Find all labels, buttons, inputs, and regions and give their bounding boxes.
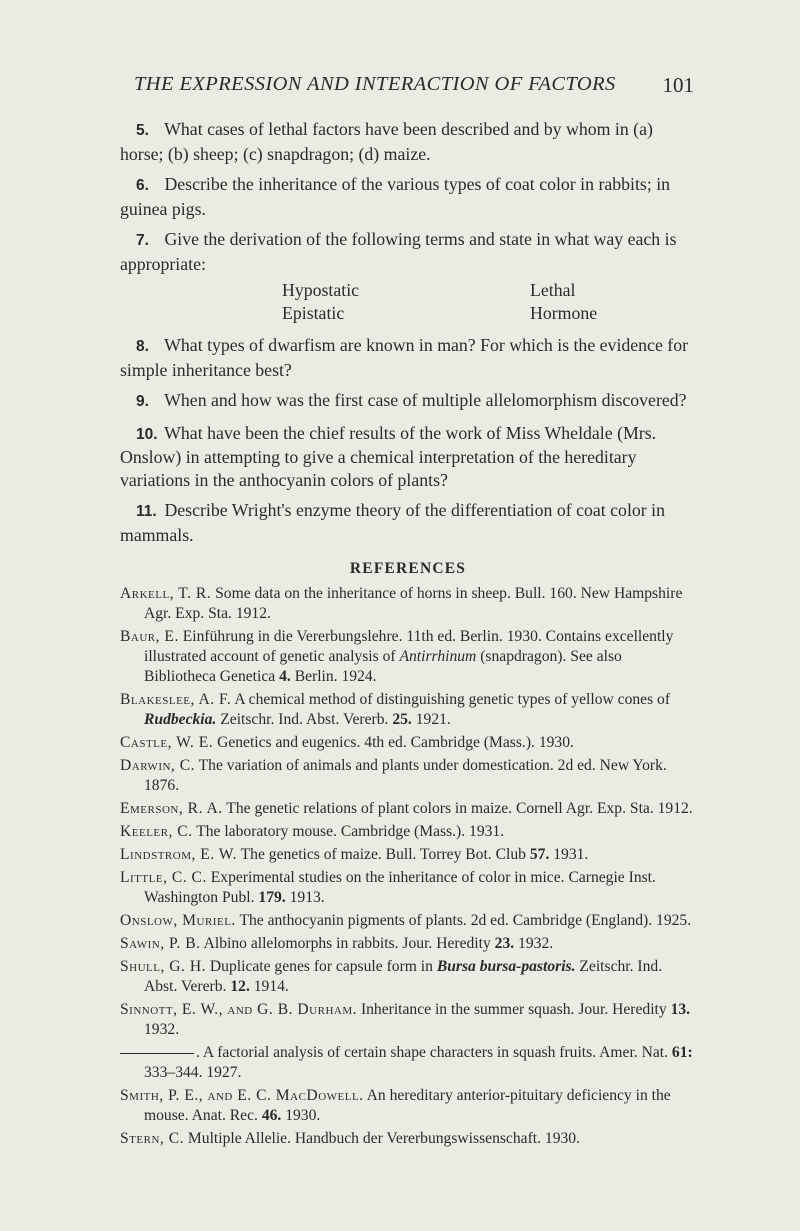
question-10: 10. What have been the chief results of the work of Miss Wheldale (Mrs. Onslow) in attempting to give a chemical interpretation of the hereditary variations in the anthocyanin colors of plants? bbox=[120, 422, 657, 490]
term-epistatic: Epistatic bbox=[282, 302, 345, 323]
reference-item: Baur, E. Einführung in die Vererbungslehre. 11th ed. Berlin. 1930. Contains excellently illustrated account of genetic analysis of Antirrhinum (snapdragon). See also Bibliotheca Genetica 4. Berlin. 1924. bbox=[120, 628, 674, 685]
reference-item: Darwin, C. The variation of animals and plants under domestication. 2d ed. New York. 1876. bbox=[120, 757, 667, 794]
reference-item: Stern, C. Multiple Allelie. Handbuch der Vererbungswissenschaft. 1930. bbox=[120, 1130, 580, 1147]
reference-item: Shull, G. H. Duplicate genes for capsule form in Bursa bursa-pastoris. Zeitschr. Ind. Abst. Vererb. 12. 1914. bbox=[120, 958, 663, 995]
question-9: 9. When and how was the first case of multiple allelomorphism discovered? bbox=[136, 390, 687, 410]
term-lethal: Lethal bbox=[530, 280, 576, 300]
question-6: 6. Describe the inheritance of the various types of coat color in rabbits; in guinea pigs. bbox=[120, 174, 671, 219]
reference-item: Keeler, C. The laboratory mouse. Cambridge (Mass.). 1931. bbox=[120, 823, 505, 840]
reference-item: Smith, P. E., and E. C. MacDowell. An hereditary anterior-pituitary deficiency in the mouse. Anat. Rec. 46. 1930. bbox=[120, 1087, 671, 1124]
reference-item: Onslow, Muriel. The anthocyanin pigments of plants. 2d ed. Cambridge (England). 1925. bbox=[120, 912, 692, 929]
page-number: 101 bbox=[662, 73, 694, 97]
page-header bbox=[134, 73, 694, 103]
terms-list bbox=[282, 279, 696, 324]
term-hormone: Hormone bbox=[530, 302, 598, 323]
reference-item: Castle, W. E. Genetics and eugenics. 4th ed. Cambridge (Mass.). 1930. bbox=[120, 734, 574, 751]
reference-item: Lindstrom, E. W. The genetics of maize. Bull. Torrey Bot. Club 57. 1931. bbox=[120, 846, 589, 863]
reference-item: Sinnott, E. W., and G. B. Durham. Inheritance in the summer squash. Jour. Heredity 13. 1932. bbox=[120, 1001, 691, 1038]
reference-item: Sawin, P. B. Albino allelomorphs in rabbits. Jour. Heredity 23. 1932. bbox=[120, 935, 554, 952]
page-content bbox=[120, 118, 696, 1152]
reference-item: Blakeslee, A. F. A chemical method of distinguishing genetic types of yellow cones of Rudbeckia. Zeitschr. Ind. Abst. Vererb. 25. 1921. bbox=[120, 691, 671, 728]
ditto-dash bbox=[120, 1053, 194, 1054]
running-title: THE EXPRESSION AND INTERACTION OF FACTORS bbox=[134, 73, 616, 95]
question-7: 7. Give the derivation of the following terms and state in what way each is appropriate: bbox=[120, 229, 677, 274]
question-5: 5. What cases of lethal factors have been described and by whom in (a) horse; (b) sheep; (c) snapdragon; (d) maize. bbox=[120, 119, 653, 164]
term-hypostatic: Hypostatic bbox=[282, 280, 360, 300]
question-8: 8. What types of dwarfism are known in man? For which is the evidence for simple inheritance best? bbox=[120, 335, 689, 380]
references-list bbox=[120, 584, 696, 1149]
references-heading: REFERENCES bbox=[349, 560, 467, 577]
reference-item: Arkell, T. R. Some data on the inheritance of horns in sheep. Bull. 160. New Hampshire Agr. Exp. Sta. 1912. bbox=[120, 585, 683, 622]
reference-item: Emerson, R. A. The genetic relations of plant colors in maize. Cornell Agr. Exp. Sta. 1912. bbox=[120, 800, 693, 817]
question-11: 11. Describe Wright's enzyme theory of the differentiation of coat color in mammals. bbox=[120, 500, 665, 545]
reference-item: . A factorial analysis of certain shape characters in squash fruits. Amer. Nat. 61: 333–344. 1927. bbox=[120, 1043, 696, 1083]
reference-item: Little, C. C. Experimental studies on the inheritance of color in mice. Carnegie Inst. Washington Publ. 179. 1913. bbox=[120, 869, 656, 906]
